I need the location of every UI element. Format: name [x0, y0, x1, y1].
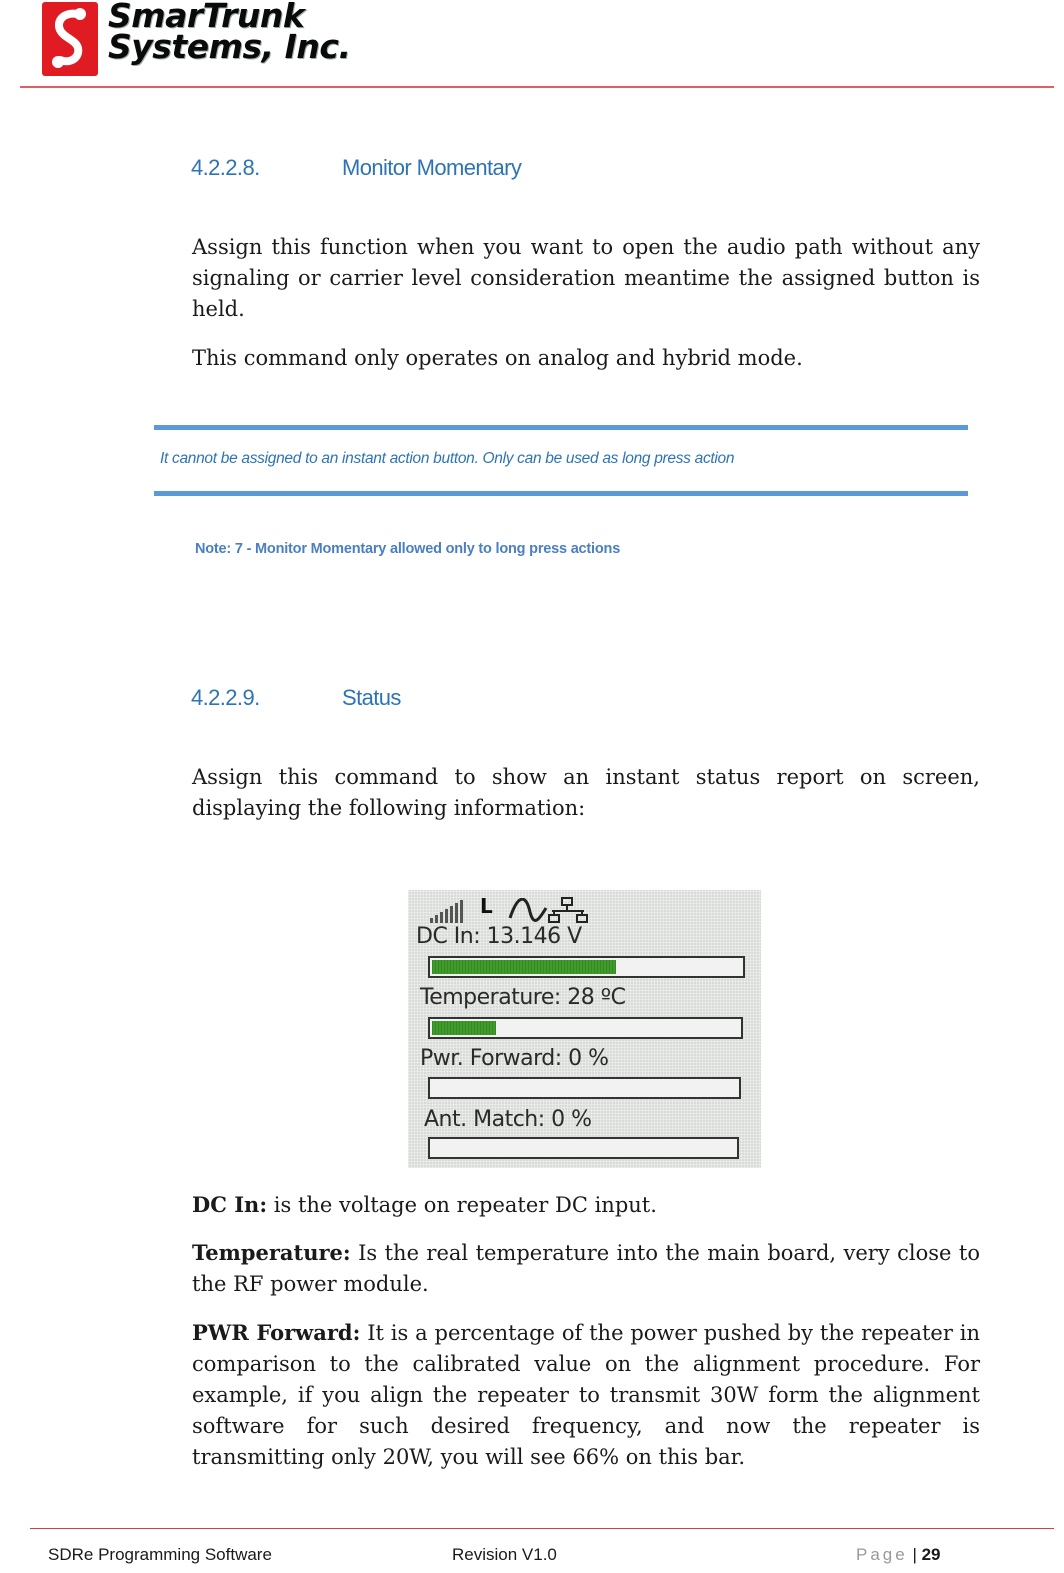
local-mode-icon: L: [480, 894, 493, 918]
callout-bottom-rule: [154, 491, 968, 496]
definition-text: is the voltage on repeater DC input.: [267, 1193, 657, 1217]
network-icon: [548, 896, 588, 924]
definition-item: [192, 1189, 980, 1221]
temperature-label: Temperature: 28 ºC: [420, 985, 626, 1010]
section-number: 4.2.2.8.: [191, 155, 260, 180]
dc-in-bar: [428, 956, 745, 978]
paragraph: This command only operates on analog and hybrid mode.: [192, 346, 803, 370]
header-divider: [20, 86, 1054, 88]
footer-separator: |: [912, 1545, 917, 1564]
pwr-forward-bar: [428, 1077, 741, 1099]
figure-caption: Note: 7 - Monitor Momentary allowed only to long press actions: [195, 541, 621, 557]
footer-page-number: 29: [921, 1545, 941, 1564]
callout-top-rule: [154, 425, 968, 430]
phone-s-logo-icon: [42, 2, 98, 76]
footer-revision: Revision V1.0: [452, 1545, 557, 1564]
company-name-line1: SmarTrunk: [108, 0, 305, 35]
section-number: 4.2.2.9.: [191, 685, 260, 710]
signal-bars-icon: [428, 898, 468, 924]
footer-page-info: [856, 1545, 941, 1565]
company-logo-icon: [42, 2, 98, 76]
definition-item: [192, 1237, 980, 1300]
company-name: [108, 0, 351, 66]
section-title: Monitor Momentary: [342, 155, 522, 180]
paragraph: Assign this function when you want to open the audio path without any signaling or carrier level consideration meantime the assigned button is held.: [192, 235, 980, 321]
callout-text: It cannot be assigned to an instant action button. Only can be used as long press action: [160, 450, 735, 467]
temperature-bar: [428, 1017, 743, 1039]
footer-page-word: Page: [856, 1545, 908, 1564]
pwr-forward-label: Pwr. Forward: 0 %: [420, 1046, 609, 1071]
section-title: Status: [342, 685, 401, 710]
dc-in-label: DC In: 13.146 V: [416, 924, 582, 949]
footer-divider: [30, 1528, 1054, 1529]
definition-item: [192, 1317, 980, 1473]
definition-text: Is the real temperature into the main board, very close to the RF power module.: [192, 1241, 980, 1296]
paragraph: Assign this command to show an instant status report on screen, displaying the following information:: [192, 765, 980, 820]
definition-text: It is a percentage of the power pushed by the repeater in comparison to the calibrated value on the alignment procedure. For example, if you align the repeater to transmit 30W form the alignment software for such desired frequency, and now the repeater is transmitting only 20W, you will see 66% on this bar.: [192, 1321, 981, 1469]
definition-term: Temperature:: [192, 1240, 351, 1265]
ant-match-label: Ant. Match: 0 %: [424, 1107, 592, 1132]
definition-term: DC In:: [192, 1192, 268, 1217]
ant-match-bar: [428, 1137, 739, 1159]
dc-in-bar-fill: [432, 960, 616, 974]
company-name-line2: Systems, Inc.: [108, 27, 351, 66]
analog-wave-icon: [508, 898, 548, 924]
footer-document-name: SDRe Programming Software: [48, 1545, 272, 1564]
status-screen-image: [408, 890, 761, 1168]
definition-term: PWR Forward:: [192, 1320, 361, 1345]
temperature-bar-fill: [432, 1021, 496, 1035]
